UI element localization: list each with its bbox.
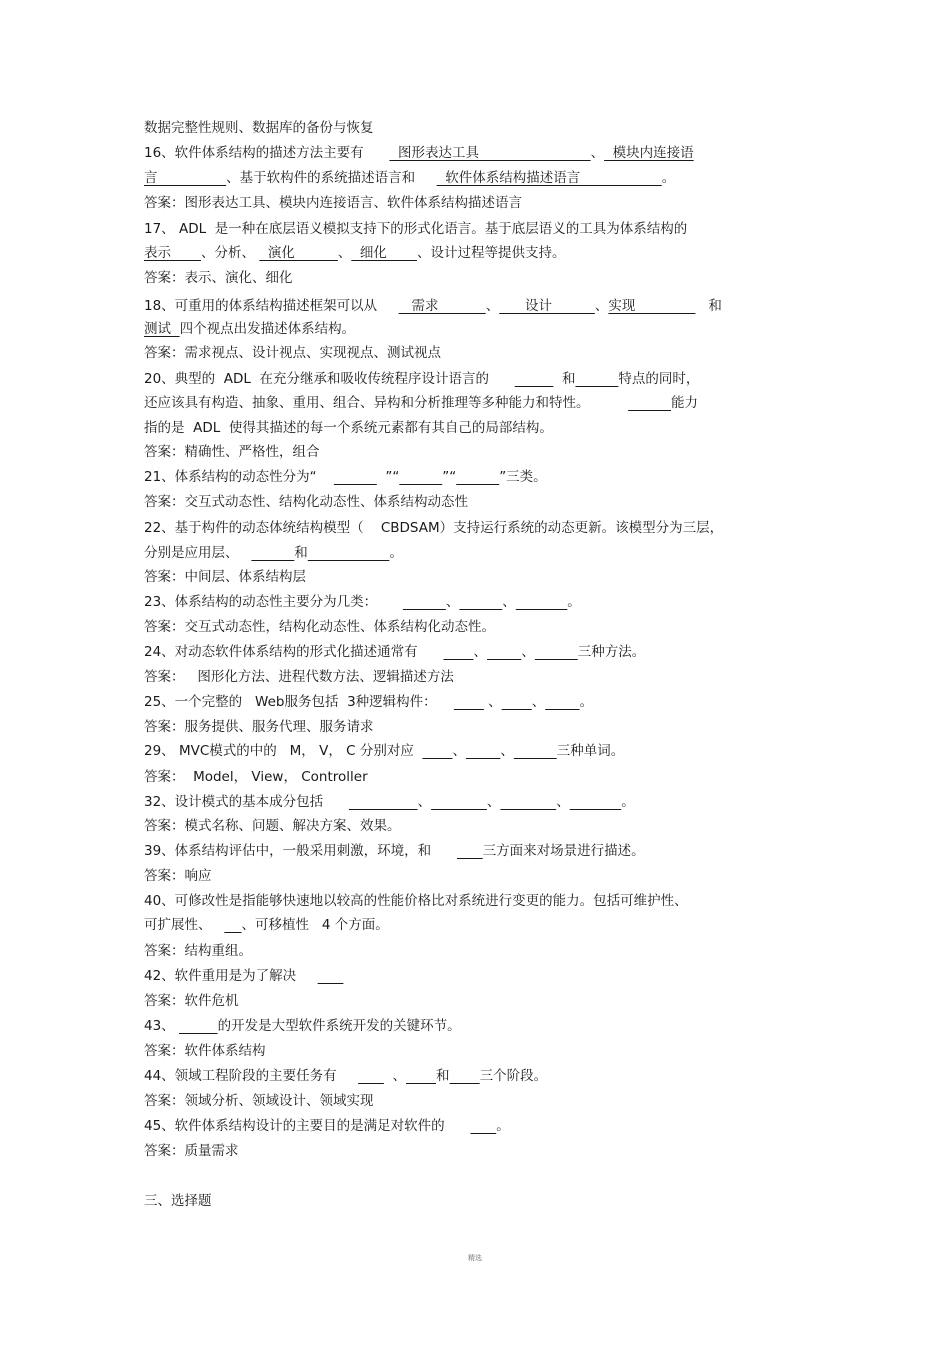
line-text: 、 <box>473 644 487 660</box>
line-text: 18、可重用的体系结构描述框架可以从 <box>144 298 399 314</box>
line-text: 答案：需求视点、设计视点、实现视点、测试视点 <box>144 345 441 361</box>
text-line <box>144 517 810 539</box>
text-line <box>144 890 810 912</box>
answer-blank <box>406 1068 436 1084</box>
line-text: 、 <box>383 1068 406 1084</box>
answer-blank: 演化 <box>259 245 338 261</box>
line-text: 、基于软构件的系统描述语言和 <box>226 170 437 186</box>
line-text: 答案：领域分析、领域设计、领域实现 <box>144 1093 374 1109</box>
answer-blank <box>308 545 390 561</box>
line-text: 。 <box>579 694 594 710</box>
line-text: 数据完整性规则、数据库的备份与恢复 <box>144 120 374 136</box>
line-text: 32、设计模式的基本成分包括 <box>144 794 349 810</box>
answer-blank: 设计 <box>499 298 595 314</box>
answer-blank <box>545 694 579 710</box>
line-text: 、 <box>521 644 535 660</box>
answer-blank: 需求 <box>398 298 486 314</box>
answer-blank <box>470 1118 496 1134</box>
line-text: 可扩展性、 <box>144 917 225 933</box>
answer-blank <box>515 371 554 387</box>
text-line <box>144 666 810 688</box>
text-line <box>144 491 810 513</box>
text-line <box>144 865 810 887</box>
text-line <box>144 192 810 214</box>
answer-blank <box>502 694 532 710</box>
line-text: 24、对动态软件体系结构的形式化描述通常有 <box>144 644 444 660</box>
answer-blank <box>224 917 241 933</box>
answer-blank <box>628 395 671 411</box>
line-text: 还应该具有构造、抽象、重用、组合、异构和分析推理等多种能力和特性。 <box>144 395 629 411</box>
line-text: 答案：响应 <box>144 868 212 884</box>
text-line <box>144 318 810 340</box>
answer-blank <box>454 694 484 710</box>
line-text: 42、软件重用是为了解决 <box>144 968 318 984</box>
text-line <box>144 641 810 663</box>
answer-blank: 图形表达工具 <box>389 145 591 161</box>
answer-blank <box>318 968 344 984</box>
line-text: 、 <box>502 594 516 610</box>
line-text: 21、体系结构的动态性分为“ <box>144 469 334 485</box>
line-text: 答案：交互式动态性，结构化动态性、体系结构化动态性。 <box>144 619 495 635</box>
answer-blank <box>450 1068 480 1084</box>
answer-blank <box>179 1018 218 1034</box>
line-text: 、 <box>531 694 546 710</box>
text-line <box>144 441 810 463</box>
text-line <box>144 117 810 139</box>
answer-blank <box>500 794 556 810</box>
line-text: 答案：服务提供、服务代理、服务请求 <box>144 719 374 735</box>
line-text: 答案：质量需求 <box>144 1143 239 1159</box>
text-line <box>144 466 810 488</box>
line-text: 、可移植性 4 个方面。 <box>241 917 389 933</box>
line-text: 、 <box>445 594 460 610</box>
answer-blank: 测试 <box>144 321 180 337</box>
answer-blank <box>251 545 294 561</box>
text-line <box>144 1015 810 1037</box>
line-text: 。 <box>389 545 403 561</box>
answer-blank <box>358 1068 384 1084</box>
line-text: 39、体系结构评估中，一般采用刺激，环境，和 <box>144 843 457 859</box>
answer-blank <box>334 469 377 485</box>
line-text: 答案：精确性、严格性，组合 <box>144 444 320 460</box>
text-line <box>144 242 810 264</box>
text-line <box>144 815 810 837</box>
line-text: 。 <box>567 594 581 610</box>
line-text: 答案： Model， View， Controller <box>144 769 368 785</box>
line-text: 答案：结构重组。 <box>144 943 252 959</box>
line-text: 、 <box>590 145 605 161</box>
text-line <box>144 914 810 936</box>
answer-blank <box>399 469 442 485</box>
answer-blank <box>487 644 521 660</box>
line-text: 指的是 ADL 使得其描述的每一个系统元素都有其自己的局部结构。 <box>144 420 553 436</box>
text-line <box>144 616 810 638</box>
answer-blank <box>457 843 483 859</box>
answer-blank <box>456 469 499 485</box>
line-text: 能力 <box>671 395 699 411</box>
line-text: 三种方法。 <box>577 644 646 660</box>
text-line <box>144 691 810 713</box>
line-text: 和 <box>695 298 722 314</box>
text-line <box>144 1140 810 1162</box>
line-text: 答案：表示、演化、细化 <box>144 270 293 286</box>
line-text: 、 <box>337 245 352 261</box>
text-line <box>144 840 810 862</box>
answer-blank <box>459 594 502 610</box>
line-text: 和 <box>553 371 576 387</box>
text-line <box>144 1115 810 1137</box>
line-text: 三方面来对场景进行描述。 <box>482 843 645 859</box>
text-line <box>144 1065 810 1087</box>
answer-blank <box>570 794 622 810</box>
text-line <box>144 716 810 738</box>
line-text: 44、领域工程阶段的主要任务有 <box>144 1068 359 1084</box>
answer-blank <box>422 743 452 759</box>
line-text: 、 <box>594 298 609 314</box>
page-footer: 精选 <box>468 1254 482 1262</box>
text-line <box>144 218 810 240</box>
answer-blank: 实现 <box>608 298 696 314</box>
text-line <box>144 142 810 164</box>
text-line <box>144 542 810 564</box>
text-line <box>144 295 810 317</box>
line-text: ”三类。 <box>499 469 547 485</box>
line-text: 答案：交互式动态性、结构化动态性、体系结构动态性 <box>144 494 468 510</box>
line-text: 、 <box>483 694 502 710</box>
text-line <box>144 1040 810 1062</box>
line-text: 17、 ADL 是一种在底层语义模拟支持下的形式化语言。基于底层语义的工具为体系结构的 <box>144 221 688 237</box>
line-text: 25、一个完整的 Web服务包括 3种逻辑构件： <box>144 694 454 710</box>
line-text: 。 <box>661 170 676 186</box>
line-text: 40、可修改性是指能够快速地以较高的性能价格比对系统进行变更的能力。包括可维护性、 <box>144 893 688 909</box>
line-text: 43、 <box>144 1018 179 1034</box>
line-text: ”“ <box>376 469 400 485</box>
line-text: 和 <box>436 1068 450 1084</box>
line-text: 23、体系结构的动态性主要分为几类： <box>144 594 403 610</box>
answer-blank <box>431 794 487 810</box>
line-text: 答案：图形表达工具、模块内连接语言、软件体系结构描述语言 <box>144 195 522 211</box>
text-line <box>144 342 810 364</box>
text-line <box>144 392 810 414</box>
line-text: 、分析、 <box>201 245 260 261</box>
line-text: 。 <box>621 794 635 810</box>
answer-blank: 表示 <box>144 245 202 261</box>
answer-blank: 软件体系结构描述语言 <box>436 170 662 186</box>
line-text: 、 <box>417 794 432 810</box>
answer-blank <box>535 644 578 660</box>
text-line <box>144 1090 810 1112</box>
line-text: 分别是应用层、 <box>144 545 252 561</box>
answer-blank: 言 <box>144 170 227 186</box>
line-text: 、 <box>452 743 466 759</box>
text-line <box>144 990 810 1012</box>
answer-blank <box>349 794 418 810</box>
answer-blank <box>443 644 473 660</box>
line-text: 16、软件体系结构的描述方法主要有 <box>144 145 390 161</box>
line-text: ”“ <box>442 469 457 485</box>
line-text: 、 <box>556 794 570 810</box>
line-text: 20、典型的 ADL 在充分继承和吸收传统程序设计语言的 <box>144 371 515 387</box>
line-text: 45、软件体系结构设计的主要目的是满足对软件的 <box>144 1118 471 1134</box>
text-line <box>144 566 810 588</box>
text-line <box>144 591 810 613</box>
line-text: 答案：软件体系结构 <box>144 1043 266 1059</box>
answer-blank <box>516 594 568 610</box>
line-text: 四个视点出发描述体系结构。 <box>179 321 356 337</box>
line-text: 和 <box>294 545 308 561</box>
line-text: 、 <box>500 743 514 759</box>
line-text: 29、 MVC模式的中的 M， V， C 分别对应 <box>144 743 423 759</box>
text-line <box>144 417 810 439</box>
line-text: 答案：软件危机 <box>144 993 239 1009</box>
line-text: 三种单词。 <box>556 743 625 759</box>
line-text: 三个阶段。 <box>479 1068 548 1084</box>
line-text: 答案： 图形化方法、进程代数方法、逻辑描述方法 <box>144 669 454 685</box>
text-line <box>144 267 810 289</box>
text-line <box>144 965 810 987</box>
answer-blank <box>403 594 446 610</box>
text-line <box>144 167 810 189</box>
line-text: 、 <box>486 794 501 810</box>
line-text: 22、基于构件的动态体统结构模型（ CBDSAM）支持运行系统的动态更新。该模型分为三层， <box>144 520 724 536</box>
text-line <box>144 766 810 788</box>
text-line <box>144 940 810 962</box>
text-line <box>144 791 810 813</box>
answer-blank <box>514 743 557 759</box>
text-line <box>144 368 810 390</box>
answer-blank: 细化 <box>351 245 417 261</box>
line-text: 、 <box>485 298 500 314</box>
line-text: 答案：模式名称、问题、解决方案、效果。 <box>144 818 401 834</box>
section-heading: 三、选择题 <box>144 1193 212 1209</box>
line-text: 特点的同时， <box>618 371 700 387</box>
line-text: 、设计过程等提供支持。 <box>416 245 566 261</box>
answer-blank: 模块内连接语 <box>604 145 694 161</box>
answer-blank <box>575 371 618 387</box>
text-line <box>144 740 810 762</box>
line-text: 的开发是大型软件系统开发的关键环节。 <box>217 1018 461 1034</box>
answer-blank <box>466 743 500 759</box>
line-text: 答案：中间层、体系结构层 <box>144 569 306 585</box>
line-text: 。 <box>496 1118 510 1134</box>
